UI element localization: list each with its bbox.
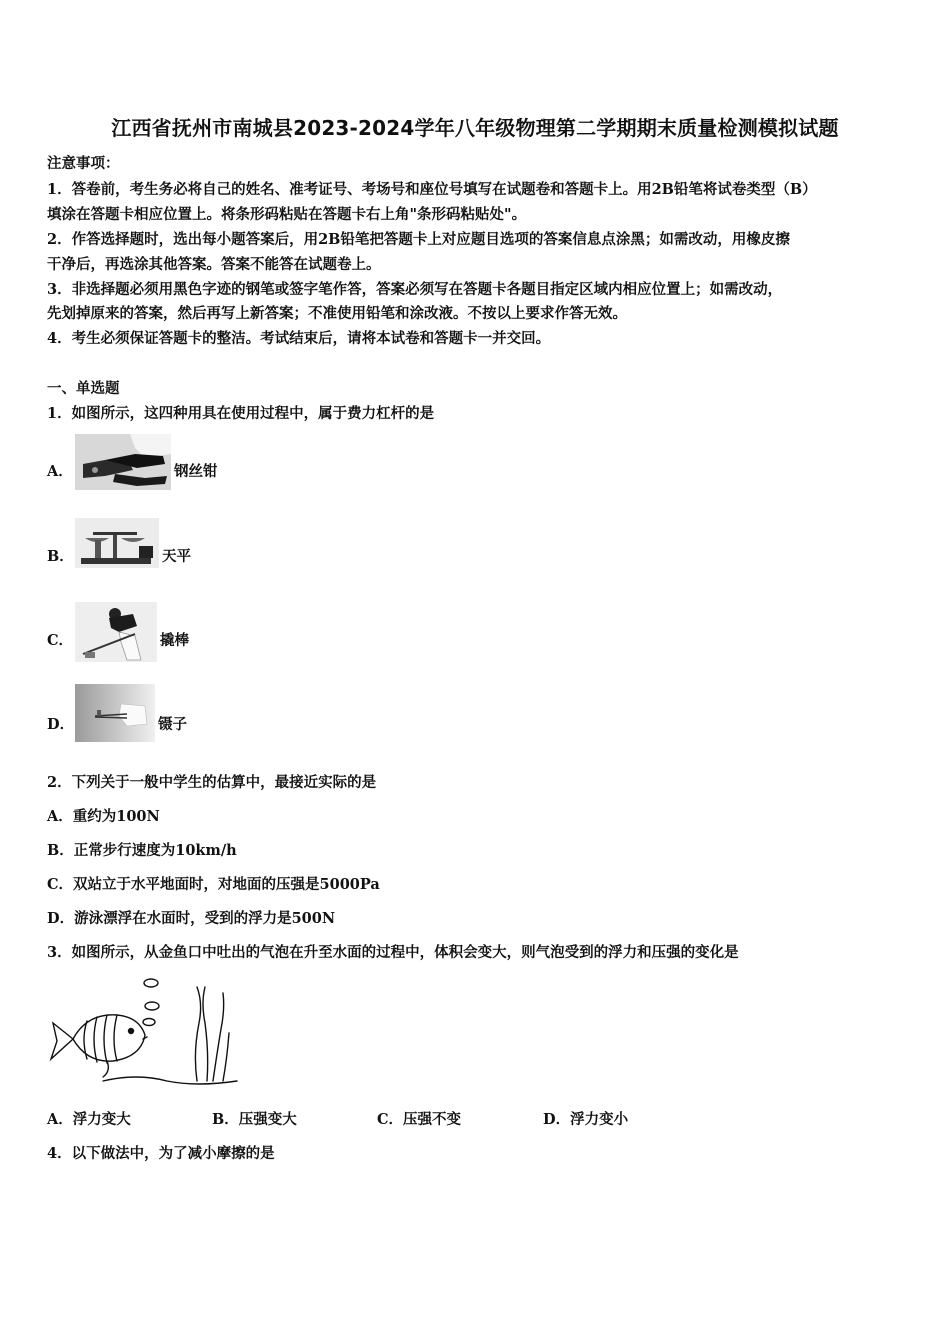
tweezers-image — [75, 684, 155, 742]
q2-option-a: A．重约为100N — [47, 808, 160, 825]
crowbar-image — [75, 602, 157, 662]
question-3-stem: 3．如图所示，从金鱼口中吐出的气泡在升至水面的过程中，体积会变大，则气泡受到的浮力和压强的变化是 — [47, 944, 739, 961]
q1-option-b-label: 天平 — [162, 548, 191, 565]
notice-line: 2．作答选择题时，选出每小题答案后，用2B铅笔把答题卡上对应题目选项的答案信息点涂黑；如需改动，用橡皮擦 — [47, 231, 790, 248]
page-title: 江西省抚州市南城县2023-2024学年八年级物理第二学期期末质量检测模拟试题 — [111, 116, 839, 140]
q3-option-d: D．浮力变小 — [543, 1111, 629, 1128]
q3-option-b: B．压强变大 — [212, 1111, 297, 1128]
question-1-stem: 1．如图所示，这四种用具在使用过程中，属于费力杠杆的是 — [47, 405, 435, 422]
q1-option-a-letter: A． — [47, 463, 73, 480]
balance-image — [75, 518, 159, 568]
notice-line: 1．答卷前，考生务必将自己的姓名、准考证号、考场号和座位号填写在试题卷和答题卡上。用2B铅笔将试卷类型（B） — [47, 181, 817, 198]
notice-line: 填涂在答题卡相应位置上。将条形码粘贴在答题卡右上角"条形码粘贴处"。 — [47, 206, 527, 223]
notice-line: 3．非选择题必须用黑色字迹的钢笔或签字笔作答，答案必须写在答题卡各题目指定区域内相应位置上；如需改动， — [47, 281, 783, 298]
q2-option-d: D．游泳漂浮在水面时，受到的浮力是500N — [47, 910, 336, 927]
notice-heading: 注意事项： — [47, 155, 120, 172]
q1-option-c-letter: C． — [47, 632, 74, 649]
q2-option-b: B．正常步行速度为10km/h — [47, 842, 237, 859]
q3-option-a: A．浮力变大 — [47, 1111, 131, 1128]
q1-option-c-label: 撬棒 — [160, 632, 189, 649]
q1-option-d-label: 镊子 — [158, 716, 187, 733]
question-2-stem: 2．下列关于一般中学生的估算中，最接近实际的是 — [47, 774, 377, 791]
q1-option-d-letter: D． — [47, 716, 75, 733]
goldfish-figure — [47, 973, 247, 1093]
section-heading: 一、单选题 — [47, 380, 120, 397]
notice-line: 先划掉原来的答案，然后再写上新答案；不准使用铅笔和涂改液。不按以上要求作答无效。 — [47, 305, 627, 322]
notice-line: 4．考生必须保证答题卡的整洁。考试结束后，请将本试卷和答题卡一并交回。 — [47, 330, 551, 347]
question-4-stem: 4．以下做法中，为了减小摩擦的是 — [47, 1145, 275, 1162]
q2-option-c: C．双站立于水平地面时，对地面的压强是5000Pa — [47, 876, 380, 893]
q1-option-a-label: 钢丝钳 — [174, 463, 218, 480]
notice-line: 干净后，再选涂其他答案。答案不能答在试题卷上。 — [47, 256, 381, 273]
pliers-image — [75, 434, 171, 490]
q3-option-c: C．压强不变 — [377, 1111, 462, 1128]
q1-option-b-letter: B． — [47, 548, 74, 565]
